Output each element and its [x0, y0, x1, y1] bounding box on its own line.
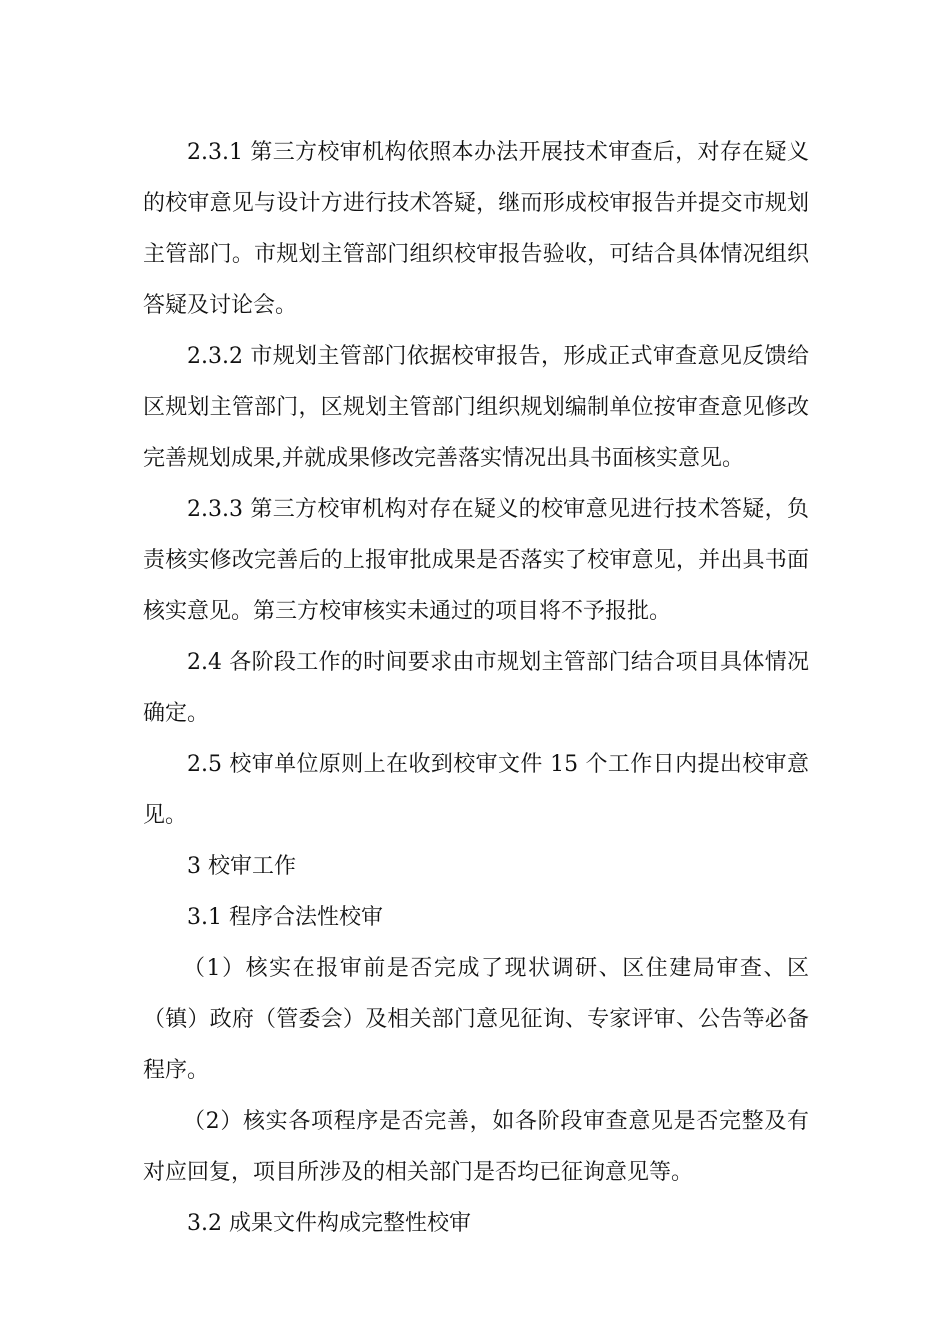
- subsection-heading-3-1: 3.1 程序合法性校审: [187, 905, 383, 930]
- paragraph-2-4: 2.4 各阶段工作的时间要求由市规划主管部门结合项目具体情况确定。: [143, 650, 809, 726]
- paragraph-2-3-3: 2.3.3 第三方校审机构对存在疑义的校审意见进行技术答疑，负责核实修改完善后的上报审批成果是否落实了校审意见，并出具书面核实意见。第三方校审核实未通过的项目将不予报批。: [143, 497, 809, 624]
- list-item-2: （2）核实各项程序是否完善，如各阶段审查意见是否完整及有对应回复，项目所涉及的相关部门是否均已征询意见等。: [143, 1109, 809, 1185]
- paragraph-2-5: 2.5 校审单位原则上在收到校审文件 15 个工作日内提出校审意见。: [143, 752, 809, 828]
- document-body: [143, 127, 809, 1249]
- section-heading-3: 3 校审工作: [187, 854, 296, 879]
- paragraph-2-3-2: 2.3.2 市规划主管部门依据校审报告，形成正式审查意见反馈给区规划主管部门，区规划主管部门组织规划编制单位按审查意见修改完善规划成果,并就成果修改完善落实情况出具书面核实意见。: [143, 344, 809, 471]
- paragraph-2-3-1: 2.3.1 第三方校审机构依照本办法开展技术审查后，对存在疑义的校审意见与设计方进行技术答疑，继而形成校审报告并提交市规划主管部门。市规划主管部门组织校审报告验收，可结合具体情况组织答疑及讨论会。: [143, 140, 809, 318]
- list-item-1: （1）核实在报审前是否完成了现状调研、区住建局审查、区（镇）政府（管委会）及相关部门意见征询、专家评审、公告等必备程序。: [143, 956, 809, 1083]
- subsection-heading-3-2: 3.2 成果文件构成完整性校审: [187, 1211, 471, 1236]
